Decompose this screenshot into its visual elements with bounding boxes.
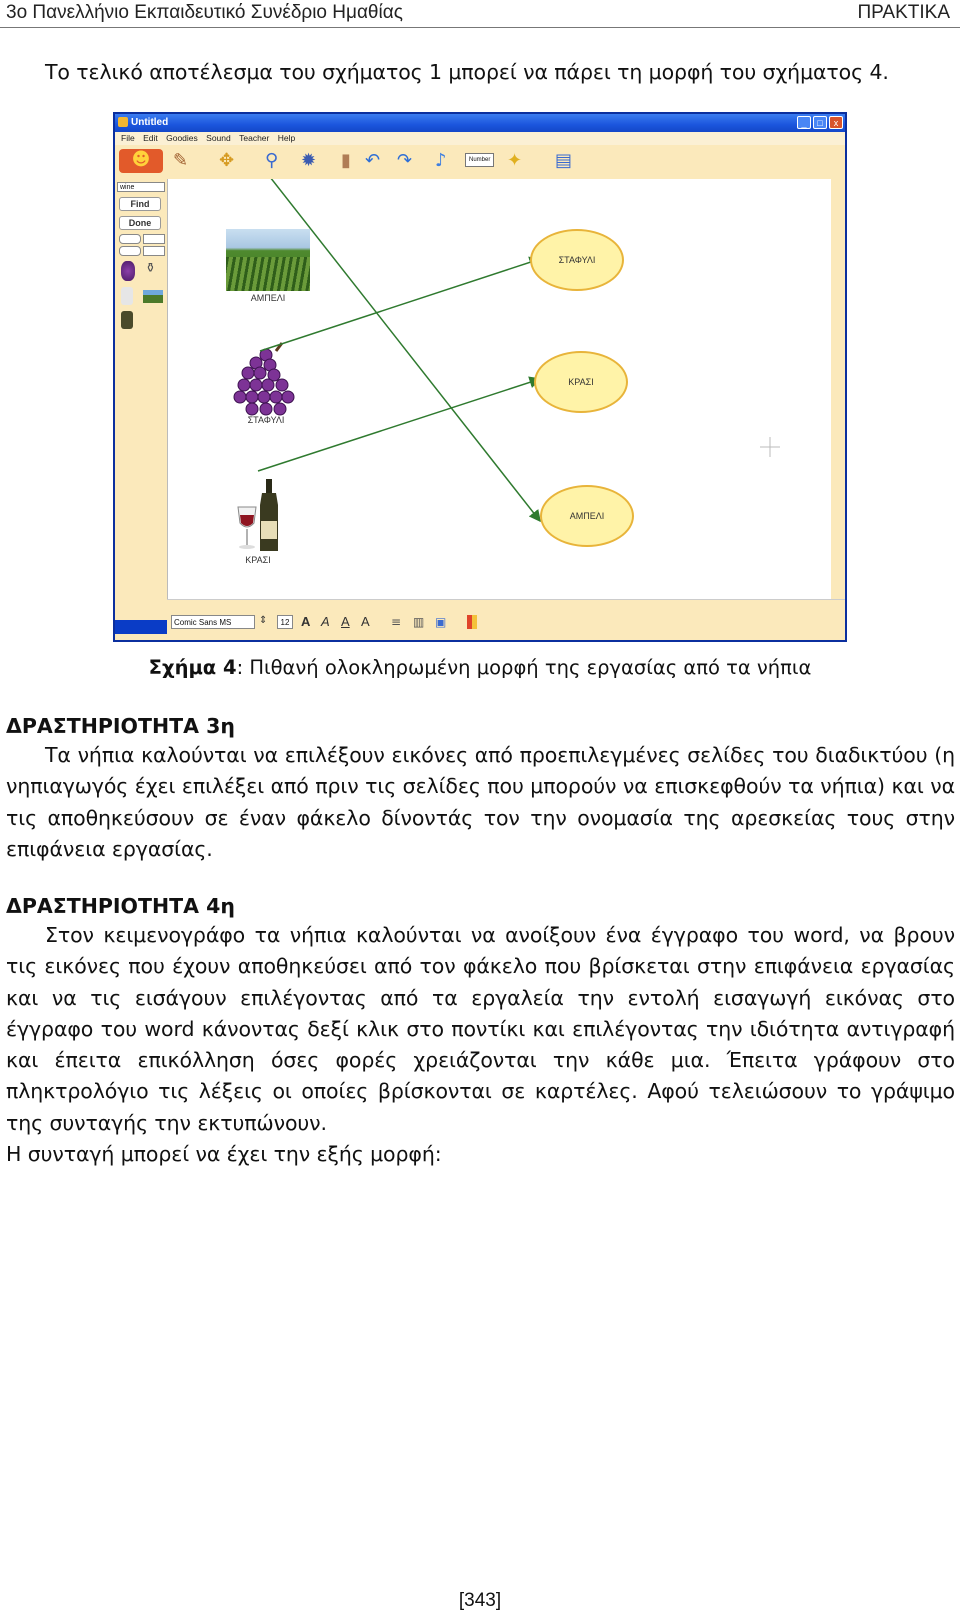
toolbar xyxy=(115,145,845,179)
book-icon[interactable]: ▤ xyxy=(555,150,573,171)
superscript-button[interactable]: A xyxy=(361,614,370,629)
font-select[interactable]: Comic Sans MS xyxy=(171,615,255,629)
magic-icon[interactable]: ⚲ xyxy=(265,150,279,171)
app-title: Untitled xyxy=(131,117,169,128)
font-size-stepper-icon[interactable]: ⇕ xyxy=(259,615,268,626)
italic-button[interactable]: A xyxy=(321,614,330,629)
image-label-stafyli: ΣΤΑΦΥΛΙ xyxy=(247,415,285,425)
paragraph-text: Στον κειμενογράφο τα νήπια καλούνται να ανοίξουν ένα έγγραφο του word, να βρουν τις εικόνες που έχουν αποθηκεύσει από τον φάκελο που βρίσκεται στην επιφάνεια εργασίας και να τις εισάγουν επιλέγοντας από τα εργαλεία την εντολή εισαγωγή εικόνας στο έγγραφο του word κάνοντας δεξί κλικ στο ποντίκι και επιλέγοντας την ιδιότητα αντιγραφή και έπειτα επικόλληση όσες φορές χρειάζονται την κάθε μια. Έπειτα γράφουν στο πληκτρολόγιο τις λέξεις οι οποίες βρίσκονται σε καρτέλες. Αφού τελειώσουν το γράψιμο της συνταγής την εκτυπώνουν. xyxy=(6,923,955,1135)
paint-icon[interactable]: ✎ xyxy=(173,150,189,171)
page-header xyxy=(0,0,960,28)
vineyard-thumb-icon[interactable] xyxy=(143,290,163,303)
sidebar xyxy=(115,179,167,620)
menu-file[interactable]: File xyxy=(121,133,135,143)
find-label: Find xyxy=(130,199,150,209)
app-screenshot xyxy=(113,112,847,642)
stamp-icon[interactable]: ✹ xyxy=(301,150,317,171)
format-bar xyxy=(167,612,845,634)
caption-text: : Πιθανή ολοκληρωμένη μορφή της εργασίας από τα νήπια xyxy=(236,656,812,679)
find-button[interactable] xyxy=(119,197,161,211)
arrow-stafyli xyxy=(260,259,540,351)
search-input[interactable]: wine xyxy=(117,182,165,192)
align-icon[interactable]: ≡ xyxy=(391,615,402,629)
drawing-canvas[interactable] xyxy=(167,179,831,600)
bubble-stafyli[interactable]: ΣΤΑΦΥΛΙ xyxy=(530,229,624,291)
sound-icon[interactable]: ♪ xyxy=(435,150,447,171)
grapes-thumb-icon[interactable] xyxy=(121,261,135,281)
menu-goodies[interactable]: Goodies xyxy=(166,133,198,143)
bold-button[interactable]: A xyxy=(301,614,311,629)
app-icon xyxy=(118,117,128,127)
bottle-thumb-icon[interactable] xyxy=(121,287,133,305)
picture-icon[interactable]: ▣ xyxy=(435,615,447,629)
figure-caption xyxy=(0,656,960,679)
horizontal-scrollbar[interactable] xyxy=(167,599,845,612)
shape-rect-icon[interactable] xyxy=(143,234,165,244)
undo-icon[interactable]: ↶ xyxy=(365,150,381,171)
done-label: Done xyxy=(128,218,152,228)
underline-button[interactable]: A xyxy=(341,614,350,629)
number-icon[interactable]: Number xyxy=(465,153,494,167)
eraser-icon[interactable]: ▮ xyxy=(341,150,351,171)
image-label-ampeli: ΑΜΠΕΛΙ xyxy=(250,293,286,303)
conference-title: 3ο Πανελλήνιο Εκπαιδευτικό Συνέδριο Ημαθίας xyxy=(6,2,403,23)
redo-icon[interactable]: ↷ xyxy=(397,150,413,171)
bottom-strip xyxy=(115,634,845,640)
menu-sound[interactable]: Sound xyxy=(206,133,231,143)
arrow-krasi xyxy=(258,379,540,471)
done-button[interactable] xyxy=(119,216,161,230)
arrow-ampeli xyxy=(270,179,540,521)
maximize-button[interactable]: □ xyxy=(813,116,827,129)
columns-icon[interactable]: ▥ xyxy=(413,615,425,629)
minimize-button[interactable]: _ xyxy=(797,116,811,129)
character-icon[interactable]: ☻ xyxy=(119,149,163,173)
color-icon[interactable] xyxy=(467,615,477,629)
menu-edit[interactable]: Edit xyxy=(143,133,158,143)
paragraph-activity-3 xyxy=(6,740,955,865)
bubble-krasi[interactable]: ΚΡΑΣΙ xyxy=(534,351,628,413)
caption-label: Σχήμα 4 xyxy=(148,656,237,679)
heading-activity-4: ΔΡΑΣΤΗΡΙΟΤΗΤΑ 4η xyxy=(6,894,235,918)
shape-text-icon[interactable] xyxy=(119,246,141,256)
shape-box-icon[interactable] xyxy=(143,246,165,256)
menu-bar xyxy=(115,132,845,145)
glass-thumb-icon[interactable]: ⚱ xyxy=(145,261,156,276)
font-size-field[interactable]: 12 xyxy=(277,615,293,629)
section-label: ΠΡΑΚΤΙΚΑ xyxy=(857,2,950,23)
shape-oval-icon[interactable] xyxy=(119,234,141,244)
vertical-scrollbar[interactable] xyxy=(831,179,845,600)
wine-thumb-icon[interactable] xyxy=(121,311,133,329)
star-icon[interactable]: ✦ xyxy=(507,150,523,171)
app-titlebar xyxy=(115,114,845,132)
paragraph-text: Τα νήπια καλούνται να επιλέξουν εικόνες από προεπιλεγμένες σελίδες του διαδικτύου (η νηπιαγωγός έχει επιλέξει από πριν τις σελίδες που μπορούν να επισκεφθούν τα νήπια) και να τις αποθηκεύσουν σε έναν φάκελο δίνοντάς τον την ονομασία της αρεσκείας τους στην επιφάνεια εργασίας. xyxy=(6,743,955,861)
connection-arrows xyxy=(168,179,820,604)
paragraph-activity-4 xyxy=(6,920,955,1170)
image-label-krasi: ΚΡΑΣΙ xyxy=(245,555,271,565)
bubble-ampeli[interactable]: ΑΜΠΕΛΙ xyxy=(540,485,634,547)
close-button[interactable]: x xyxy=(829,116,843,129)
move-icon[interactable]: ✥ xyxy=(219,150,235,171)
menu-help[interactable]: Help xyxy=(277,133,296,143)
heading-activity-3: ΔΡΑΣΤΗΡΙΟΤΗΤΑ 3η xyxy=(6,714,235,738)
page-number: [343] xyxy=(458,1590,502,1611)
menu-teacher[interactable]: Teacher xyxy=(239,133,270,143)
paragraph-trailing: Η συνταγή μπορεί να έχει την εξής μορφή: xyxy=(6,1142,442,1167)
intro-text: Το τελικό αποτέλεσμα του σχήματος 1 μπορεί να πάρει τη μορφή του σχήματος 4. xyxy=(45,60,889,84)
